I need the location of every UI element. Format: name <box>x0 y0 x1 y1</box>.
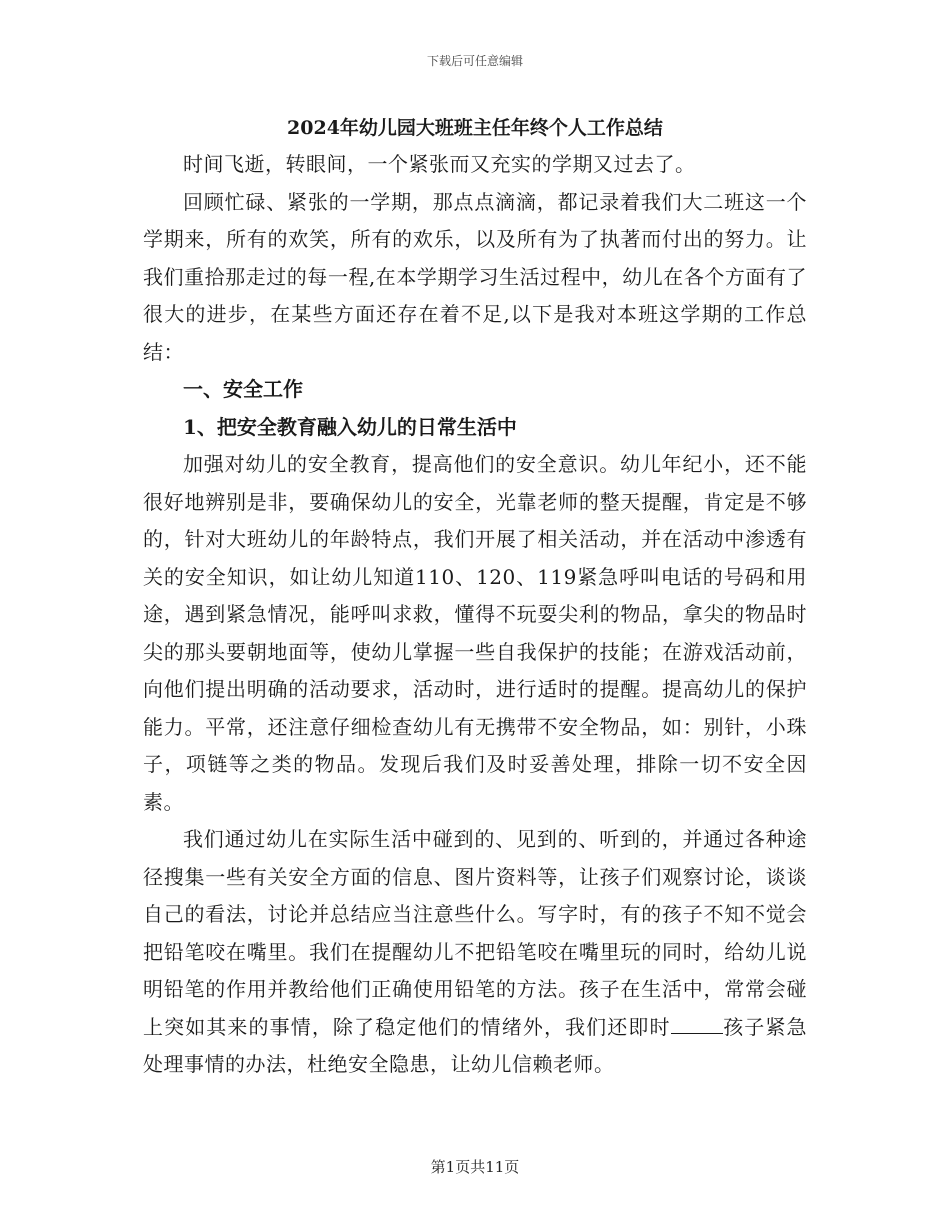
paragraph-text-after-blank: 孩子紧急处理事情的办法，杜绝安全隐患，让幼儿信赖老师。 <box>143 1014 808 1076</box>
paragraph-text-before-blank: 我们通过幼儿在实际生活中碰到的、见到的、听到的，并通过各种途径搜集一些有关安全方面的信息、图片资料等，让孩子们观察讨论，谈谈自己的看法，讨论并总结应当注意些什么。写字时，有的孩子不知不觉会把铅笔咬在嘴里。我们在提醒幼儿不把铅笔咬在嘴里玩的同时，给幼儿说明铅笔的作用并教给他们正确使用铅笔的方法。孩子在生活中，常常会碰上突如其来的事情，除了稳定他们的情绪外，我们还即时 <box>143 827 807 1039</box>
page-footer: 第1页共11页 <box>430 1158 520 1176</box>
subsection-heading-daily-life: 1、把安全教育融入幼儿的日常生活中 <box>183 414 517 439</box>
fill-in-blank <box>671 1013 723 1034</box>
header-note: 下载后可任意编辑 <box>426 54 523 68</box>
paragraph-safety-practice <box>143 821 807 1084</box>
paragraph-safety-education: 加强对幼儿的安全教育，提高他们的安全意识。幼儿年纪小，还不能很好地辨别是非，要确保幼儿的安全，光靠老师的整天提醒，肯定是不够的，针对大班幼儿的年龄特点，我们开展了相关活动，并在活动中渗透有关的安全知识，如让幼儿知道110、120、119紧急呼叫电话的号码和用途，遇到紧急情况，能呼叫求救，懂得不玩耍尖利的物品，拿尖的物品时尖的那头要朝地面等，使幼儿掌握一些自我保护的技能；在游戏活动前，向他们提出明确的活动要求，活动时，进行适时的提醒。提高幼儿的保护能力。平常，还注意仔细检查幼儿有无携带不安全物品，如：别针，小珠子，项链等之类的物品。发现后我们及时妥善处理，排除一切不安全因素。 <box>143 452 807 814</box>
document-title: 2024年幼儿园大班班主任年终个人工作总结 <box>287 117 663 139</box>
document-body <box>143 110 807 1084</box>
paragraph-intro: 时间飞逝，转眼间，一个紧张而又充实的学期又过去了。 <box>183 152 696 176</box>
paragraph-review: 回顾忙碌、紧张的一学期，那点点滴滴，都记录着我们大二班这一个学期来，所有的欢笑，所有的欢乐，以及所有为了执著而付出的努力。让我们重拾那走过的每一程,在本学期学习生活过程中，幼儿在各个方面有了很大的进步，在某些方面还存在着不足,以下是我对本班这学期的工作总结： <box>143 189 807 364</box>
section-heading-safety: 一、安全工作 <box>183 377 303 401</box>
